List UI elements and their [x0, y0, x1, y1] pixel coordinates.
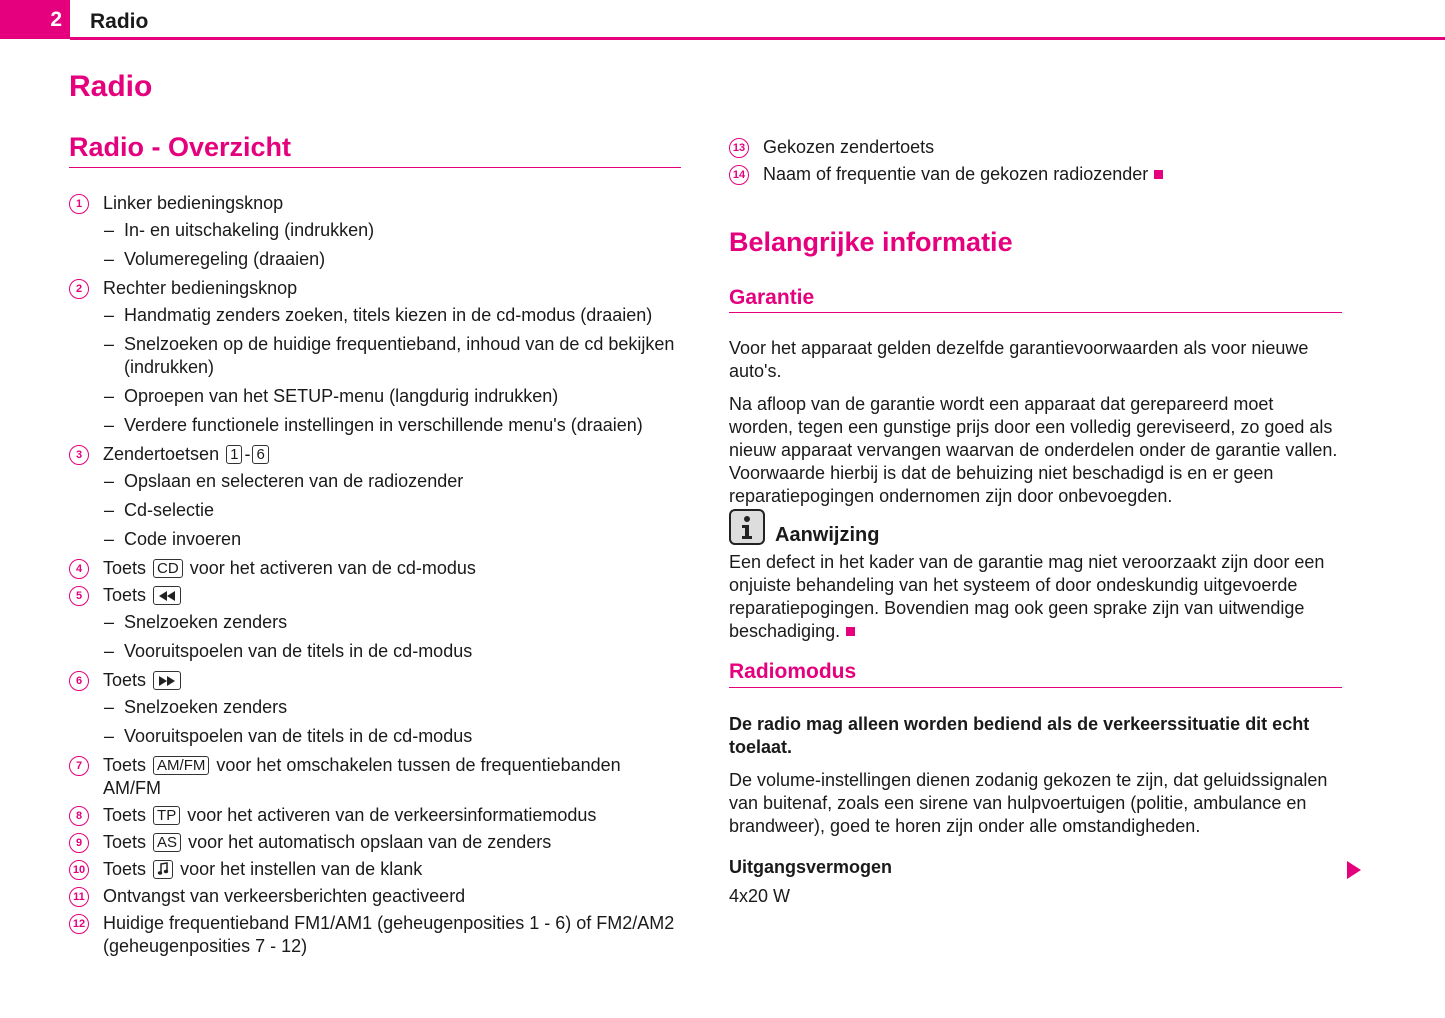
item-text: Linker bedieningsknop	[103, 193, 284, 213]
output-label: Uitgangsvermogen	[729, 857, 893, 877]
section-end-mark	[1154, 170, 1163, 179]
key-label: 1	[226, 445, 242, 464]
callout-number: 13	[729, 138, 749, 158]
item-text: voor het automatisch opslaan van de zenders	[188, 832, 552, 852]
range-dash: -	[244, 444, 251, 464]
callout-number: 5	[69, 586, 89, 606]
key-label: AS	[153, 833, 181, 852]
overview-title: Radio - Overzicht	[69, 132, 292, 162]
callout-number: 12	[69, 914, 89, 934]
key-label: AM/FM	[153, 756, 209, 775]
item-text: Gekozen zendertoets	[763, 137, 935, 157]
list-item	[69, 443, 679, 466]
sub-item: – Snelzoeken zenders	[69, 696, 679, 719]
list-item	[69, 858, 679, 881]
item-text: Toets	[103, 558, 147, 578]
item-text: voor het instellen van de klank	[180, 859, 423, 879]
item-text: Rechter bedieningsknop	[103, 278, 298, 298]
sub-item: – Oproepen van het SETUP-menu (langdurig indrukken)	[69, 385, 679, 408]
section-end-mark	[846, 627, 855, 636]
warning-paragraph: De radio mag alleen worden bediend als de verkeerssituatie dit echt toelaat.	[729, 714, 1310, 757]
item-text: Toets	[103, 585, 147, 605]
sub-item: – Verdere functionele instellingen in verschillende menu's (draaien)	[69, 414, 679, 437]
next-page-arrow-icon	[1347, 861, 1361, 879]
item-text: Huidige frequentieband FM1/AM1 (geheugenposities 1 - 6) of FM2/AM2 (geheugenposities 7 - 12)	[103, 913, 675, 956]
callout-number: 8	[69, 806, 89, 826]
note-text-body: Een defect in het kader van de garantie mag niet veroorzaakt zijn door een onjuiste behandeling van het systeem of door ondeskundig uitgevoerde reparatiepogingen. Bovendien mag ook geen sprake zijn van uitwendige beschadiging.	[729, 552, 1325, 641]
sub-item: – Opslaan en selecteren van de radiozender	[69, 470, 679, 493]
callout-number: 11	[69, 887, 89, 907]
garantie-body	[729, 337, 1341, 508]
callout-number: 1	[69, 194, 89, 214]
sub-item: – Code invoeren	[69, 528, 679, 551]
key-label: 6	[252, 445, 268, 464]
callout-number: 4	[69, 559, 89, 579]
callout-number: 2	[69, 279, 89, 299]
music-note-icon	[153, 860, 173, 879]
list-item	[69, 804, 679, 827]
sub-item: – Vooruitspoelen van de titels in de cd-modus	[69, 640, 679, 663]
running-title: Radio	[90, 10, 149, 33]
callout-number: 14	[729, 165, 749, 185]
page-header	[0, 0, 1445, 42]
item-text: Toets	[103, 755, 147, 775]
sub-item: – Cd-selectie	[69, 499, 679, 522]
callout-number: 9	[69, 833, 89, 853]
garantie-paragraph: Voor het apparaat gelden dezelfde garantievoorwaarden als voor nieuwe auto's.	[729, 338, 1309, 381]
sub-item: – In- en uitschakeling (indrukken)	[69, 219, 679, 242]
chapter-title: Radio	[69, 70, 153, 103]
garantie-paragraph: Na afloop van de garantie wordt een apparaat dat gerepareerd moet worden, tegen een gunstige prijs door een volledig gereviseerd, zo goed als nieuw apparaat vervangen waarvan de onderdelen onder de garantie vallen. Voorwaarde hierbij is dat de behuizing niet beschadigd is en er geen reparatiepogingen ondernomen zijn door onbevoegden.	[729, 394, 1338, 506]
output-value: 4x20 W	[729, 886, 791, 906]
list-item	[69, 912, 679, 958]
radiomodus-rule	[729, 687, 1342, 688]
radiomodus-title: Radiomodus	[729, 660, 857, 683]
note-title: Aanwijzing	[775, 524, 880, 546]
list-item	[69, 669, 679, 692]
item-text: Toets	[103, 670, 147, 690]
item-text: Zendertoetsen	[103, 444, 220, 464]
item-text: voor het activeren van de cd-modus	[189, 558, 476, 578]
list-item	[69, 754, 679, 800]
list-item	[729, 136, 1341, 159]
item-text: Toets	[103, 832, 147, 852]
header-rule	[70, 37, 1445, 40]
item-text: Naam of frequentie van de gekozen radiozender	[763, 164, 1149, 184]
fast-forward-icon	[153, 671, 181, 690]
note-text	[729, 551, 1342, 643]
list-item	[69, 885, 679, 908]
page-number: 2	[0, 0, 70, 39]
overview-list	[69, 192, 679, 962]
list-item	[729, 163, 1341, 186]
garantie-title: Garantie	[729, 286, 815, 309]
key-label: TP	[153, 806, 180, 825]
list-item	[69, 584, 679, 607]
list-item	[69, 831, 679, 854]
sub-item: – Snelzoeken op de huidige frequentieband, inhoud van de cd bekijken (indrukken)	[69, 333, 679, 379]
overview-rule	[69, 167, 681, 168]
item-text: voor het omschakelen tussen de frequentiebanden AM/FM	[103, 755, 621, 798]
item-text: Toets	[103, 859, 147, 879]
garantie-rule	[729, 312, 1342, 313]
list-item	[69, 277, 679, 300]
callout-number: 10	[69, 860, 89, 880]
info-icon	[729, 509, 765, 545]
info-title: Belangrijke informatie	[729, 227, 1013, 257]
item-text: voor het activeren van de verkeersinformatiemodus	[187, 805, 597, 825]
sub-item: – Volumeregeling (draaien)	[69, 248, 679, 271]
radiomodus-body	[729, 713, 1341, 908]
callout-number: 6	[69, 671, 89, 691]
callout-number: 3	[69, 445, 89, 465]
sub-item: – Snelzoeken zenders	[69, 611, 679, 634]
key-label: CD	[153, 559, 183, 578]
item-text: Ontvangst van verkeersberichten geactiveerd	[103, 886, 466, 906]
list-item	[69, 192, 679, 215]
callout-number: 7	[69, 756, 89, 776]
sub-item: – Vooruitspoelen van de titels in de cd-modus	[69, 725, 679, 748]
overview-list-continued	[729, 136, 1341, 190]
item-text: Toets	[103, 805, 147, 825]
sub-item: – Handmatig zenders zoeken, titels kiezen in de cd-modus (draaien)	[69, 304, 679, 327]
note-box	[729, 509, 1342, 643]
radiomodus-paragraph: De volume-instellingen dienen zodanig gekozen te zijn, dat geluidssignalen van buitenaf, zoals een sirene van hulpvoertuigen (politie, ambulance en brandweer), goed te horen zijn onder alle omstandigheden.	[729, 770, 1328, 836]
rewind-icon	[153, 586, 181, 605]
list-item	[69, 557, 679, 580]
